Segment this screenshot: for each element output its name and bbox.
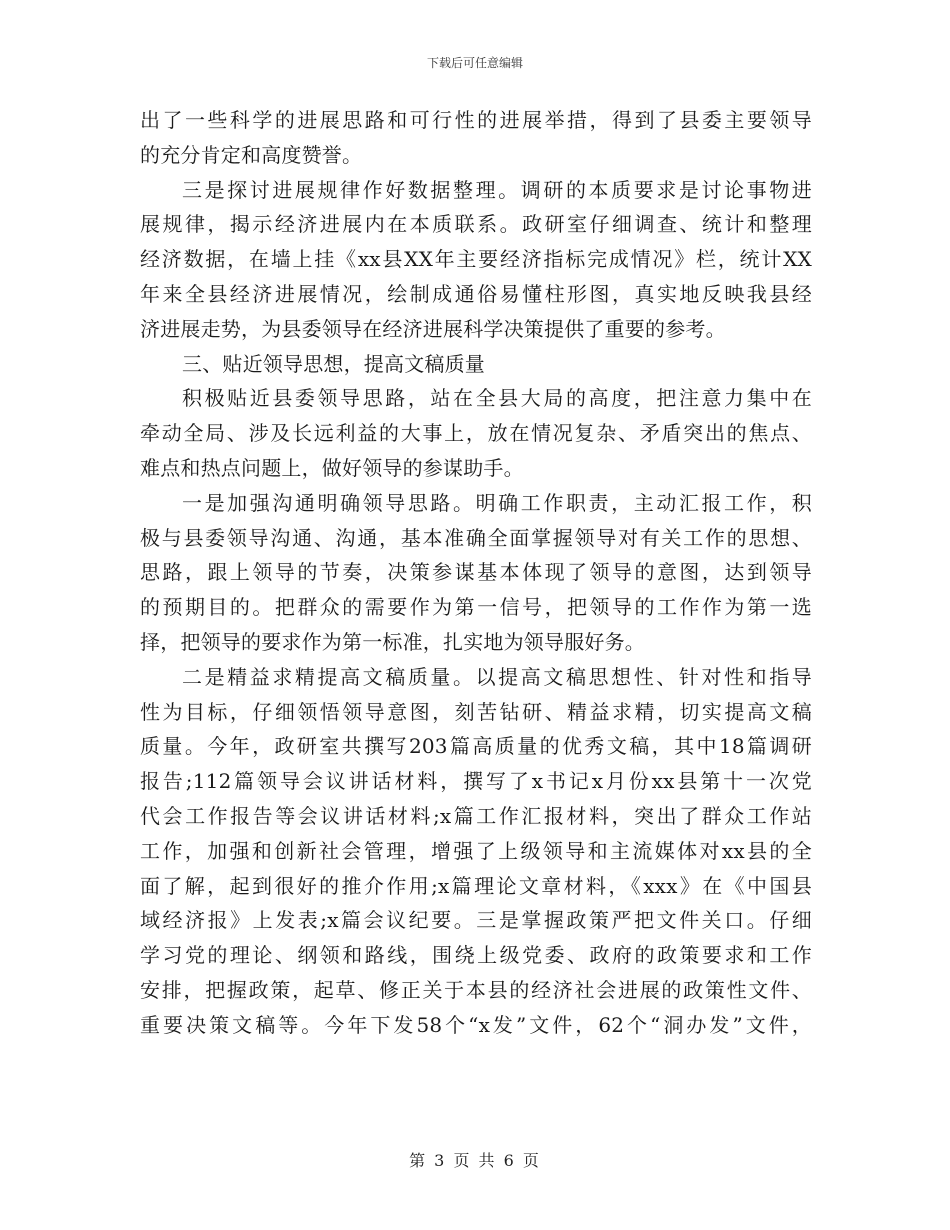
text-line: 积极贴近县委领导思路，站在全县大局的高度，把注意力集中在 [182, 386, 812, 411]
text-line: 安排，把握政策，起草、修正关于本县的经济社会进展的政策性文件、 [140, 977, 812, 1002]
text-line: 极与县委领导沟通、沟通，基本准确全面掌握领导对有关工作的思想、 [140, 525, 812, 550]
text-line: 经济数据，在墙上挂《xx县XX年主要经济指标完成情况》栏，统计XX [140, 247, 812, 272]
text-line: 面了解，起到很好的推介作用;x篇理论文章材料，《xxx》在《中国县 [140, 873, 812, 898]
text-line: 二是精益求精提高文稿质量。以提高文稿思想性、针对性和指导 [182, 664, 812, 689]
text-line: 工作，加强和创新社会管理，增强了上级领导和主流媒体对xx县的全 [140, 838, 812, 863]
page-footer: 第 3 页 共 6 页 [409, 1151, 541, 1170]
text-line: 性为目标，仔细领悟领导意图，刻苦钻研、精益求精，切实提高文稿 [140, 699, 812, 724]
text-line: 年来全县经济进展情况，绘制成通俗易懂柱形图，真实地反映我县经 [140, 281, 812, 306]
text-line: 展规律，揭示经济进展内在本质联系。政研室仔细调查、统计和整理 [140, 212, 812, 237]
text-line: 出了一些科学的进展思路和可行性的进展举措，得到了县委主要领导 [140, 108, 812, 132]
text-line: 的预期目的。把群众的需要作为第一信号，把领导的工作作为第一选 [140, 595, 812, 620]
document-body [140, 103, 812, 1043]
text-line: 择，把领导的要求作为第一标准，扎实地为领导服好务。 [140, 629, 645, 654]
text-line: 的充分肯定和高度赞誉。 [140, 142, 363, 167]
text-line: 代会工作报告等会议讲话材料;x篇工作汇报材料，突出了群众工作站 [140, 803, 812, 828]
text-line: 牵动全局、涉及长远利益的大事上，放在情况复杂、矛盾突出的焦点、 [140, 421, 812, 446]
text-line: 域经济报》上发表;x篇会议纪要。三是掌握政策严把文件关口。仔细 [140, 908, 812, 933]
text-line: 难点和热点问题上，做好领导的参谋助手。 [140, 455, 524, 480]
text-line: 质量。今年，政研室共撰写203篇高质量的优秀文稿，其中18篇调研 [140, 734, 812, 759]
text-line: 济进展走势，为县委领导在经济进展科学决策提供了重要的参考。 [140, 316, 726, 341]
text-line: 报告;112篇领导会议讲话材料，撰写了x书记x月份xx县第十一次党 [140, 769, 812, 794]
page-header: 下载后可任意编辑 [426, 56, 523, 70]
text-line: 重要决策文稿等。今年下发58个“x发”文件，62个“洞办发”文件， [140, 1012, 812, 1037]
text-line: 三是探讨进展规律作好数据整理。调研的本质要求是讨论事物进 [182, 177, 812, 202]
text-line: 学习党的理论、纲领和路线，围绕上级党委、政府的政策要求和工作 [140, 943, 812, 968]
text-line: 思路，跟上领导的节奏，决策参谋基本体现了领导的意图，达到领导 [140, 560, 812, 585]
text-line: 一是加强沟通明确领导思路。明确工作职责，主动汇报工作，积 [182, 490, 812, 515]
text-line: 三、贴近领导思想，提高文稿质量 [182, 351, 485, 376]
